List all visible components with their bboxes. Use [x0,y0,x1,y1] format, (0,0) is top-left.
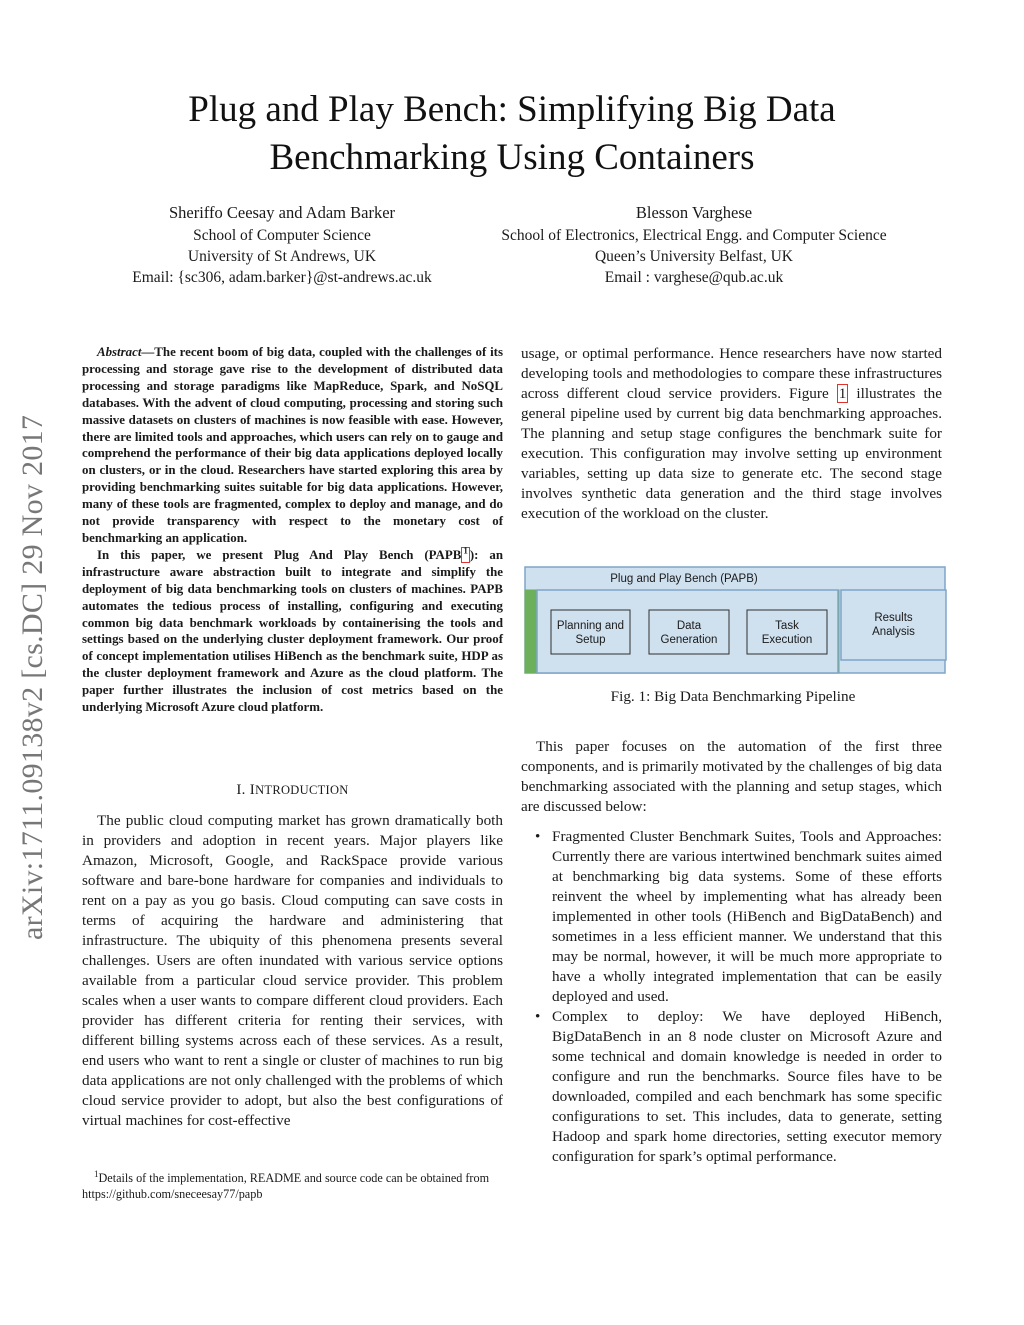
right-column-top [521,344,942,524]
paper-title [100,86,924,182]
stage-label-planning-2: Setup [575,634,606,646]
list-item [521,1007,942,1167]
author-dept: School of Electronics, Electrical Engg. and Computer Science [501,227,887,244]
abstract-text-2b: ): an infrastructure aware abstraction built to integrate and simplify the deployment of big data benchmarking tools on clusters of machines. PAPB automates the tedious process of installing, configuring and executing common big data benchmark workloads by containerising the tools and settings based on the underlying cluster deployment framework. Our proof of concept implementation utilises HiBench as the benchmark suite, HDP as the cluster deployment framework and Azure as the cloud platform. The paper further illustrates the inclusion of cost metrics based on the underlying Microsoft Azure cloud platform. [82,547,503,715]
abstract-paragraph-2 [82,547,503,716]
footnote [82,1170,503,1202]
bullet-icon: • [535,1008,541,1025]
footnote-ref-mark: 1 [463,545,468,556]
challenge-list [521,827,942,1167]
abstract-dash: — [141,345,155,359]
abstract-text-1: The recent boom of big data, coupled with the challenges of its processing and storage gave rise to the development of distributed data processing and storage paradigms like MapReduce, Spark, and NoSQL databases. With the advent of cloud computing, processing and storing such massive datasets on clusters of machines is now feasible with ease. However, there are limited tools and approaches, which users can rely on to gauge and comprehend the performance of their big data applications deployed locally on clusters, or in the cloud. Researchers have started exploring this area by providing benchmarking suites suitable for big data applications. However, many of these tools are fragmented, complex to deploy and manage, and do not provide transparency with respect to the monetary cost of benchmarking an application. [82,345,503,545]
figure-caption: Fig. 1: Big Data Benchmarking Pipeline [610,688,856,705]
results-analysis-box [841,590,946,660]
title-line-1: Plug and Play Bench: Simplifying Big Data [188,89,836,130]
author-email: Email: {sc306, adam.barker}@st-andrews.ac.uk [132,269,432,286]
right-p1-text-a: usage, or optimal performance. Hence researchers have now started developing tools and methodologies to compare these infrastructures across different cloud service providers. Figure [521,345,942,402]
right-column-bottom [521,737,942,1167]
author-block-1 [92,202,472,288]
list-item-text: Complex to deploy: We have deployed HiBench, BigDataBench in an 8 node cluster on Microsoft Azure and some technical and domain knowledge is needed in order to configure and run the benchmarks. Source files have to be downloaded, compiled and each benchmark has some specific configurations to set. This includes, data to generate, setting Hadoop and spark home directories, setting executor memory configuration for spark’s optimal performance. [552,1008,942,1165]
figure-ref-link[interactable]: 1 [838,385,847,402]
right-paragraph-1 [521,344,942,524]
pipeline-diagram [524,566,948,674]
author-names: Sheriffo Ceesay and Adam Barker [168,203,396,222]
section-title-initial: I [249,782,256,798]
stage-label-task-1: Task [775,620,799,632]
right-p1-text-b: illustrates the general pipeline used by current big data benchmarking approaches. The planning and setup stage configures the benchmark suite for execution. This configuration may involve setting up environment variables, setting up data size to generate etc. The second stage involves synthetic data generation and the third stage involves execution of the workload on the cluster. [521,385,943,522]
title-line-2: Benchmarking Using Containers [269,137,755,178]
abstract-label: Abstract [97,345,142,359]
stage-box-data-generation [649,610,729,654]
right-paragraph-2: This paper focuses on the automation of the first three components, and is primarily motivated by the challenges of big data benchmarking associated with the planning and setup stages, which are discussed below: [521,738,942,815]
stage-label-data-1: Data [676,620,702,632]
stage-box-planning [551,610,630,654]
author-institution: University of St Andrews, UK [187,248,377,265]
stage-label-data-2: Generation [660,634,718,646]
author-block-2 [474,202,914,288]
author-dept: School of Computer Science [193,227,371,244]
papb-label: Plug and Play Bench (PAPB) [610,573,758,585]
list-item-text: Fragmented Cluster Benchmark Suites, Tools and Approaches: Currently there are various intertwined benchmark suites aimed at benchmarking big data systems. Some of these efforts reinvent the wheel by implementing what has already been implemented in other tools (HiBench and BigDataBench) and sometimes in a less efficient manner. We understand that this may be normal, however, it will be much more appropriate to have a wholly integrated implementation that can be easily deployed and used. [552,828,942,1005]
abstract-text-2a: In this paper, we present Plug And Play Bench (PAPB [97,547,462,562]
author-names: Blesson Varghese [635,203,753,222]
stage-label-planning-1: Planning and [556,620,625,632]
intro-column [82,811,503,1131]
footnote-mark: 1 [94,1168,99,1179]
section-title-rest: NTRODUCTION [255,783,349,797]
section-heading-introduction [82,782,503,799]
footnote-body: Details of the implementation, README and source code can be obtained from https://github.com/sneceesay77/papb [82,1171,490,1201]
results-label-2: Analysis [872,626,915,638]
abstract [82,344,503,716]
results-label-1: Results [874,612,913,624]
section-number: I. [236,782,246,798]
arxiv-stamp: arXiv:1711.09138v2 [cs.DC] 29 Nov 2017 [16,414,49,940]
bullet-icon: • [535,828,541,845]
list-item [521,827,942,1007]
stage-box-task-execution [747,610,827,654]
footnote-ref-link[interactable] [461,547,470,563]
author-email: Email : varghese@qub.ac.uk [604,269,784,286]
author-institution: Queen’s University Belfast, UK [594,248,794,265]
footnote-text [82,1170,503,1202]
stage-label-task-2: Execution [761,634,813,646]
abstract-paragraph-1 [82,344,503,547]
figure-1 [524,566,948,674]
intro-paragraph-1: The public cloud computing market has grown dramatically both in providers and adoption in recent years. Major players like Amazon, Microsoft, Google, and RackSpace provide various software and bare-bone hardware for companies and individuals to rent on a pay as you go basis. Cloud computing can save costs in terms of acquiring the hardware and administering that infrastructure. The ubiquity of this phenomena presents several challenges. Users are often inundated with various service options available from a particular cloud service provider. This problem scales when a user wants to compare different cloud providers. Each provider has different criteria for renting their services, with different billing systems across each of these services. As a result, end users who want to rent a single or cluster of machines to run big data applications are not only challenged with the problems of which cloud service provider to adopt, but also the best configurations of virtual machines for cost-effective [82,812,503,1129]
